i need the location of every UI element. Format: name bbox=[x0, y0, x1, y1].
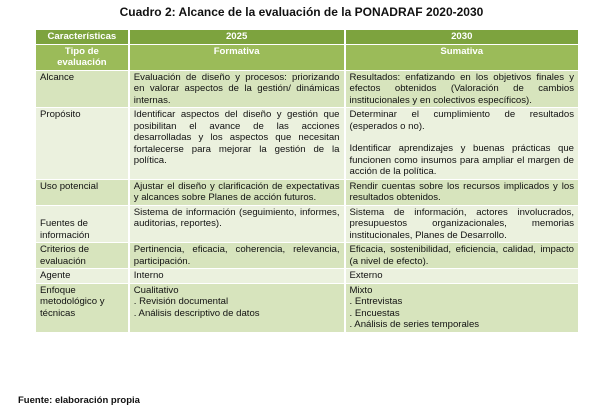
table-row bbox=[36, 70, 578, 108]
row-label: Fuentes de información bbox=[36, 205, 129, 243]
row-label: Criterios de evaluación bbox=[36, 243, 129, 269]
table-row bbox=[36, 243, 578, 269]
row-label: Uso potencial bbox=[36, 179, 129, 205]
cell-2030 bbox=[345, 108, 579, 180]
subheader-formativa: Formativa bbox=[129, 44, 345, 70]
header-row bbox=[36, 30, 578, 44]
table-row bbox=[36, 179, 578, 205]
cell-2025: Identificar aspectos del diseño y gestión que posibilitan el avance de las acciones desarrolladas y los aspectos que necesitan fortalecerse para mejorar la gestión de la política. bbox=[129, 108, 345, 180]
cell-line: . Análisis descriptivo de datos bbox=[133, 307, 260, 319]
cell-line: . Entrevistas bbox=[349, 296, 403, 307]
cell-2025: Evaluación de diseño y procesos: priorizando en valorar aspectos de la gestión/ dinámicas internas. bbox=[129, 70, 345, 108]
evaluation-table bbox=[36, 30, 578, 333]
cell-2025: Sistema de información (seguimiento, informes, auditorias, reportes). bbox=[129, 205, 345, 243]
table-row bbox=[36, 205, 578, 243]
cell-2030: Rendir cuentas sobre los recursos implicados y los resultados obtenidos. bbox=[345, 179, 579, 205]
cell-2025 bbox=[129, 283, 345, 332]
cell-2030: Externo bbox=[345, 269, 579, 284]
subheader-sumativa: Sumativa bbox=[345, 44, 579, 70]
header-2030: 2030 bbox=[345, 30, 579, 44]
cell-2030 bbox=[345, 283, 579, 332]
cell-line: . Análisis de series temporales bbox=[349, 319, 480, 330]
cell-2025: Ajustar el diseño y clarificación de expectativas y alcances sobre Planes de acción futuros. bbox=[129, 179, 345, 205]
cell-2025: Interno bbox=[129, 269, 345, 284]
cell-line: . Encuestas bbox=[349, 307, 400, 319]
cell-2030: Sistema de información, actores involucrados, presupuestos organizacionales, memorias institucionales, Planes de Desarrollo. bbox=[345, 205, 579, 243]
cell-2030-part-a: Determinar el cumplimiento de resultados (esperados o no). bbox=[349, 109, 574, 132]
row-label: Enfoque metodológico y técnicas bbox=[36, 283, 129, 332]
header-characteristics: Características bbox=[36, 30, 129, 44]
row-label: Propósito bbox=[36, 108, 129, 180]
table-title: Cuadro 2: Alcance de la evaluación de la PONADRAF 2020-2030 bbox=[119, 5, 484, 19]
subheader-row bbox=[36, 44, 578, 70]
cell-line: Mixto bbox=[349, 284, 373, 296]
table-row bbox=[36, 108, 578, 180]
header-2025: 2025 bbox=[129, 30, 345, 44]
row-label: Agente bbox=[36, 269, 129, 284]
row-label: Alcance bbox=[36, 70, 129, 108]
cell-2030: Eficacia, sostenibilidad, eficiencia, calidad, impacto (a nivel de efecto). bbox=[345, 243, 579, 269]
source-footer: Fuente: elaboración propia bbox=[18, 395, 140, 406]
cell-2030: Resultados: enfatizando en los objetivos finales y efectos obtenidos (Valoración de cambios institucionales y en colectivos específicos). bbox=[345, 70, 579, 108]
table-row bbox=[36, 269, 578, 284]
cell-line: Cualitativo bbox=[133, 284, 179, 296]
cell-2030-part-b: Identificar aprendizajes y buenas prácticas que funcionen como insumos para ampliar el margen de acción de la política. bbox=[349, 143, 574, 177]
cell-2025: Pertinencia, eficacia, coherencia, relevancia, participación. bbox=[129, 243, 345, 269]
subheader-type: Tipo de evaluación bbox=[36, 44, 129, 70]
table-row bbox=[36, 283, 578, 332]
cell-line: . Revisión documental bbox=[133, 296, 229, 307]
